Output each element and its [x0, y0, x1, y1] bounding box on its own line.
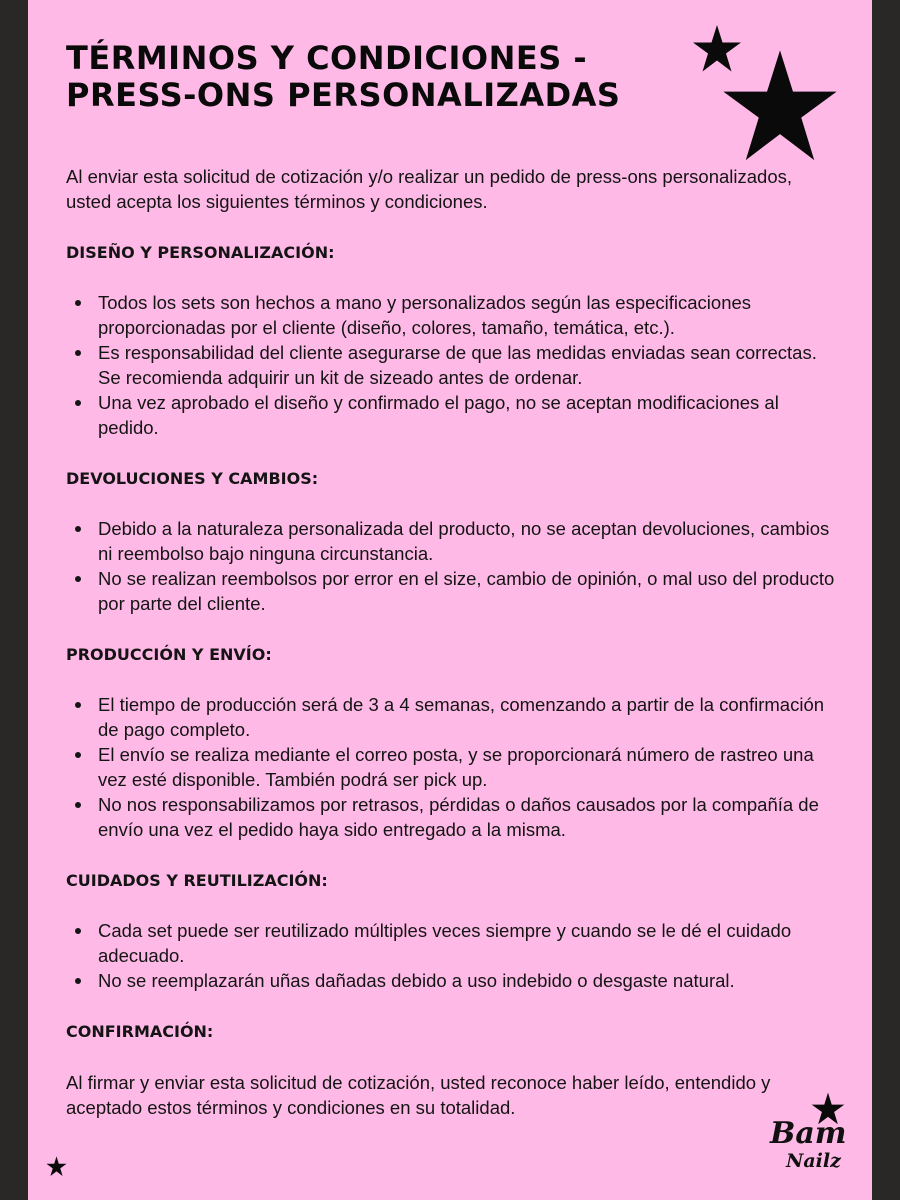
list-item: Todos los sets son hechos a mano y personalizados según las especificaciones proporcionadas por el cliente (diseño, colores, tamaño, temática, etc.). [66, 290, 841, 340]
terms-content [66, 164, 841, 1120]
star-icon [718, 48, 842, 166]
list-item: No se realizan reembolsos por error en el size, cambio de opinión, o mal uso del producto por parte del cliente. [66, 566, 841, 616]
star-icon [46, 1156, 67, 1177]
document-page [28, 0, 872, 1200]
list-item: Es responsabilidad del cliente asegurarse de que las medidas enviadas sean correctas. Se recomienda adquirir un kit de sizeado antes de ordenar. [66, 340, 841, 390]
list-item: Debido a la naturaleza personalizada del producto, no se aceptan devoluciones, cambios ni reembolso bajo ninguna circunstancia. [66, 516, 841, 566]
section-list [66, 918, 841, 993]
section-heading: PRODUCCIÓN Y ENVÍO: [66, 645, 272, 664]
list-item: Cada set puede ser reutilizado múltiples veces siempre y cuando se le dé el cuidado adecuado. [66, 918, 841, 968]
closing-paragraph: Al firmar y enviar esta solicitud de cotización, usted reconoce haber leído, entendido y aceptado estos términos y condiciones en su totalidad. [66, 1072, 771, 1118]
list-item: Una vez aprobado el diseño y confirmado el pago, no se aceptan modificaciones al pedido. [66, 390, 841, 440]
list-item: El envío se realiza mediante el correo posta, y se proporcionará número de rastreo una vez esté disponible. También podrá ser pick up. [66, 742, 841, 792]
section-heading: CUIDADOS Y REUTILIZACIÓN: [66, 871, 328, 890]
section-heading: CONFIRMACIÓN: [66, 1022, 214, 1041]
section-heading: DISEÑO Y PERSONALIZACIÓN: [66, 243, 335, 262]
title-line-1: TÉRMINOS Y CONDICIONES - [66, 39, 588, 77]
list-item: No se reemplazarán uñas dañadas debido a uso indebido o desgaste natural. [66, 968, 841, 993]
logo-text-line-2: Nailz [786, 1150, 841, 1172]
section-list [66, 290, 841, 440]
section-list [66, 692, 841, 842]
list-item: No nos responsabilizamos por retrasos, pérdidas o daños causados por la compañía de envío una vez el pedido haya sido entregado a la misma. [66, 792, 841, 842]
logo-text-line-1: Bam [770, 1116, 847, 1151]
intro-paragraph: Al enviar esta solicitud de cotización y/o realizar un pedido de press-ons personalizados, usted acepta los siguientes términos y condiciones. [66, 166, 793, 212]
section-list [66, 516, 841, 616]
brand-logo [766, 1116, 846, 1182]
section-heading: DEVOLUCIONES Y CAMBIOS: [66, 469, 319, 488]
list-item: El tiempo de producción será de 3 a 4 semanas, comenzando a partir de la confirmación de pago completo. [66, 692, 841, 742]
page-title [66, 40, 706, 114]
title-line-2: PRESS-ONS PERSONALIZADAS [66, 76, 621, 114]
